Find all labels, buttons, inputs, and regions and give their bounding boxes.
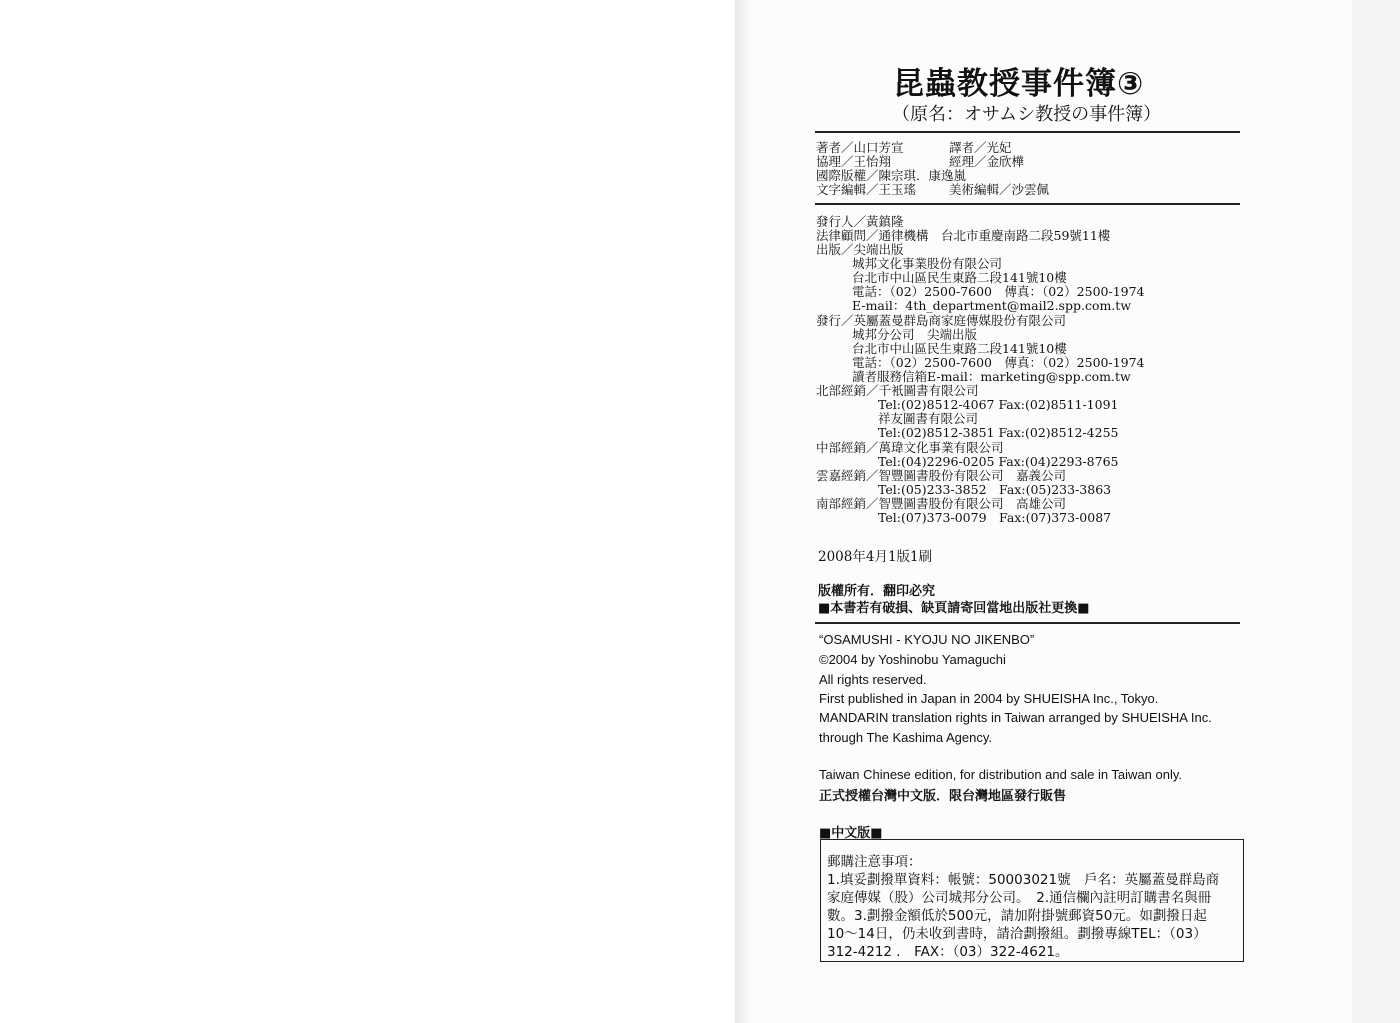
publisher-line: 城邦文化事業股份有限公司 bbox=[852, 256, 1003, 271]
mail-order-line: 數。3.劃撥金額低於500元，請加附掛號郵資50元。如劃撥日起 bbox=[827, 908, 1207, 924]
credit-coordination: 協理／王怡翔 bbox=[816, 154, 892, 169]
edition-note: Taiwan Chinese edition, for distribution and sale in Taiwan only. bbox=[819, 767, 1183, 782]
english-rights: All rights reserved. bbox=[819, 672, 927, 687]
publisher-line: Tel:(02)8512-3851 Fax:(02)8512-4255 bbox=[878, 425, 1119, 440]
publisher-line: Tel:(07)373-0079 Fax:(07)373-0087 bbox=[878, 510, 1112, 525]
copyright-notice: 版權所有．翻印必究 bbox=[818, 584, 936, 599]
authorized-note: 正式授權台灣中文版．限台灣地區發行販售 bbox=[819, 789, 1067, 804]
page-edge bbox=[1352, 0, 1400, 1023]
chinese-edition-label: ■中文版■ bbox=[819, 826, 883, 841]
publisher-line: 讀者服務信箱E-mail：marketing@spp.com.tw bbox=[852, 369, 1131, 384]
credit-manager: 經理／金欣樺 bbox=[949, 154, 1025, 169]
publisher-line: 電話：（02）2500-7600 傳真：（02）2500-1974 bbox=[852, 284, 1145, 299]
publisher-line: Tel:(05)233-3852 Fax:(05)233-3863 bbox=[878, 482, 1112, 497]
publisher-line: 出版／尖端出版 bbox=[816, 242, 904, 257]
credit-author: 著者／山口芳宣 bbox=[816, 140, 904, 155]
credit-translator: 譯者／光妃 bbox=[949, 140, 1012, 155]
publisher-line: E-mail：4th_department@mail2.spp.com.tw bbox=[852, 298, 1132, 313]
mail-order-line: 1.填妥劃撥單資料：帳號：50003021號 戶名：英屬蓋曼群島商 bbox=[827, 872, 1220, 888]
english-translation-rights: MANDARIN translation rights in Taiwan arranged by SHUEISHA Inc. bbox=[819, 710, 1212, 725]
mail-order-line: 312-4212 ． FAX：（03）322-4621。 bbox=[827, 944, 1069, 960]
english-first-published: First published in Japan in 2004 by SHUEISHA Inc., Tokyo. bbox=[819, 691, 1159, 706]
publisher-line: Tel:(02)8512-4067 Fax:(02)8511-1091 bbox=[878, 397, 1119, 412]
publisher-line: 城邦分公司 尖端出版 bbox=[852, 327, 978, 342]
publisher-line: 南部經銷／智豐圖書股份有限公司 高雄公司 bbox=[816, 496, 1067, 511]
damage-return-notice: ■本書若有破損、缺頁請寄回當地出版社更換■ bbox=[818, 601, 1090, 616]
print-date: 2008年4月1版1刷 bbox=[818, 549, 933, 565]
credit-art-editor: 美術編輯／沙雲佩 bbox=[949, 182, 1050, 197]
publisher-line: 中部經銷／萬瑋文化事業有限公司 bbox=[816, 440, 1004, 455]
original-title: （原名：オサムシ教授の事件簿） bbox=[892, 104, 1162, 125]
publisher-line: 法律顧問／通律機構 台北市重慶南路二段59號11樓 bbox=[816, 228, 1111, 243]
publisher-line: 發行人／黃鎮隆 bbox=[816, 214, 904, 229]
english-agency: through The Kashima Agency. bbox=[819, 730, 992, 745]
credit-international-rights: 國際版權／陳宗琪．康逸嵐 bbox=[816, 168, 967, 183]
publisher-line: 祥友圖書有限公司 bbox=[878, 411, 979, 426]
mail-order-line: 家庭傳媒（股）公司城邦分公司。 2.通信欄內註明訂購書名與冊 bbox=[827, 890, 1212, 906]
book-title: 昆蟲教授事件簿③ bbox=[893, 66, 1145, 102]
divider bbox=[815, 203, 1240, 205]
credit-text-editor: 文字編輯／王玉瑤 bbox=[816, 182, 917, 197]
publisher-line: 北部經銷／千衹圖書有限公司 bbox=[816, 383, 979, 398]
divider bbox=[815, 131, 1240, 133]
publisher-line: 台北市中山區民生東路二段141號10樓 bbox=[852, 270, 1067, 285]
publisher-line: 發行／英屬蓋曼群島商家庭傳媒股份有限公司 bbox=[816, 313, 1067, 328]
english-copyright: ©2004 by Yoshinobu Yamaguchi bbox=[819, 652, 1006, 667]
publisher-line: Tel:(04)2296-0205 Fax:(04)2293-8765 bbox=[878, 454, 1119, 469]
publisher-line: 電話：（02）2500-7600 傳真：（02）2500-1974 bbox=[852, 355, 1145, 370]
publisher-line: 台北市中山區民生東路二段141號10樓 bbox=[852, 341, 1067, 356]
english-original-title: “OSAMUSHI - KYOJU NO JIKENBO” bbox=[819, 632, 1035, 647]
book-gutter bbox=[735, 0, 753, 1023]
divider bbox=[815, 622, 1240, 624]
mail-order-line: 郵購注意事項： bbox=[827, 854, 922, 870]
publisher-line: 雲嘉經銷／智豐圖書股份有限公司 嘉義公司 bbox=[816, 468, 1067, 483]
mail-order-line: 10～14日，仍未收到書時，請洽劃撥組。劃撥專線TEL：（03） bbox=[827, 926, 1207, 942]
